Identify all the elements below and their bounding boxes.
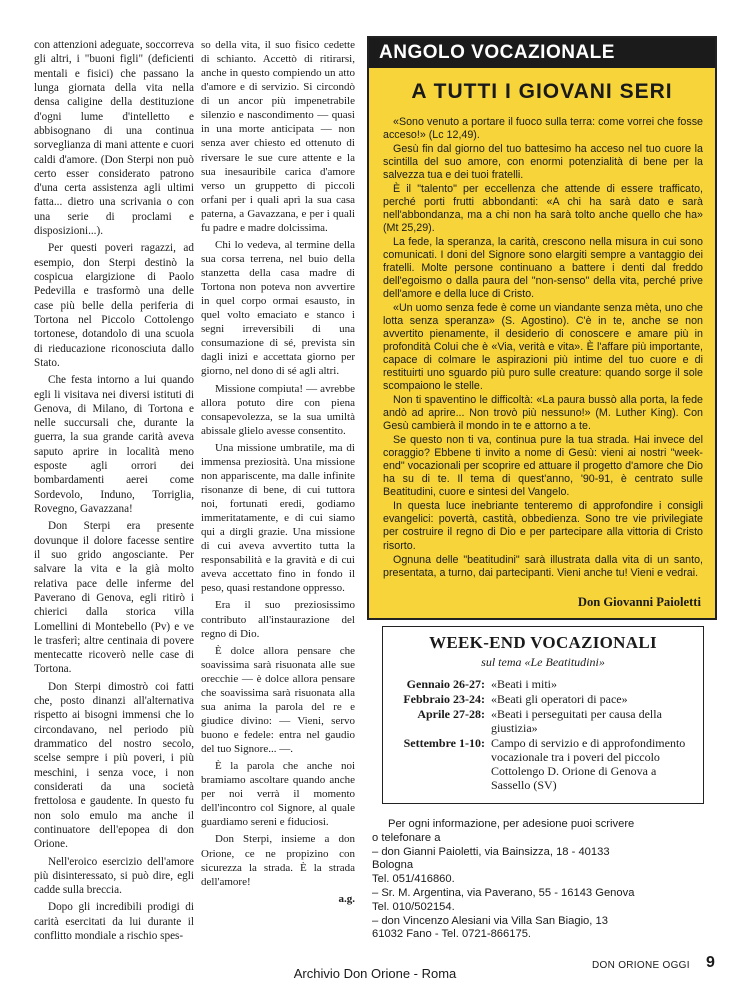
contact-3-line-1: – don Vincenzo Alesiani via Villa San Biagio, 13 <box>372 914 608 927</box>
weekend-theme: «Beati gli operatori di pace» <box>491 692 628 706</box>
weekend-theme: «Beati i miti» <box>491 677 557 691</box>
contact-1-line-3: Tel. 051/416860. <box>372 873 455 886</box>
angolo-signature: Don Giovanni Paioletti <box>577 595 701 609</box>
angolo-paragraph: È il "talento" per eccellenza che attende di essere trafficato, perché porti frutti abbondanti: «A chi ha sarà dato e sarà nell'abbondanza, ma a chi non ha sarà tolto anche quello che ha» (Mt 25,29). <box>383 183 703 235</box>
weekend-title: WEEK-END VOCAZIONALI <box>429 633 657 652</box>
weekend-date: Aprile 27-28: <box>417 707 485 721</box>
footer-magazine-name: DON ORIONE OGGI <box>592 960 690 971</box>
article-paragraph: Don Sterpi, insieme a don Orione, ce ne propizino con sicurezza la strada. È la strada dell'amore! <box>201 833 355 888</box>
weekend-date: Settembre 1-10: <box>403 736 485 750</box>
article-paragraph: Nell'eroico esercizio dell'amore più disinteressato, si può dire, egli cadde sulla breccia. <box>34 855 194 897</box>
angolo-header: ANGOLO VOCAZIONALE <box>369 38 715 68</box>
contact-3-line-2: 61032 Fano - Tel. 0721-866175. <box>372 928 532 941</box>
article-column-2 <box>201 38 355 909</box>
info-intro-1: Per ogni informazione, per adesione puoi scrivere <box>388 818 635 830</box>
contact-info <box>372 818 702 942</box>
article-paragraph: Don Sterpi era presente dovunque il dolore facesse sentire il suo grido angosciante. Per salvare la vita e la già molto relativa pace delle inferme del Paverano di Genova, egli ritirò i chierici dalla storica villa Lomellini di Montebello (Pv) e ve le trasferì; altre centinaia di povere mentecatte ricoverò nelle case di Tortona. <box>34 520 194 676</box>
weekend-row <box>393 692 693 706</box>
article-paragraph: so della vita, il suo fisico cedette di schianto. Accettò di ritirarsi, anche in questo compiendo un atto d'amore e di servizio. Si circondò di un ancor più impenetrabile silenzio e nascondimento — quasi in una morte anticipata — non senza aver chiesto ed ottenuto di riversare le sue cure attente e la sua inesauribile carica d'amore verso un gruppetto di piccoli orfani per i quali aprì la sua casa paterna, a Gavazzana, e per i quali fu padre e madre dolcissima. <box>201 39 355 234</box>
angolo-paragraph: Ognuna delle "beatitudini" sarà illustrata dalla vita di un santo, presentata, a turno, dai partecipanti. Vieni anche tu! Vieni e vedrai. <box>383 553 703 579</box>
weekend-row <box>393 707 693 735</box>
contact-2-line-2: Tel. 010/502154. <box>372 900 455 913</box>
article-paragraph: Don Sterpi dimostrò coi fatti che, posto dinanzi all'alternativa rispetto ai bisogni immensi che lo circondavano, nel periodo più drammatico del nostro secolo, scelse sempre i più poveri, i più meschini, i senza voce, i non considerati da una società frettolosa e gaudente. In questo fu non solo emulo ma anche il continuatore dell'epopea di don Orione. <box>34 680 194 851</box>
angolo-vocazionale-box <box>367 36 717 620</box>
footer-page-number: 9 <box>706 954 715 971</box>
article-paragraph: con attenzioni adeguate, soccorreva gli altri, i "buoni figli" (deficienti mentali e fisici) che passano la lunga giornata della vita nella densa caligine della destituzione d'ogni lume d'intelletto e abbisognano di una continua sorveglianza di mani attente e cuori caldi d'amore. (Don Sterpi non può certo esser considerato patrono d'una certa assistenza agli ultimi fatta... dietro una scrivania o con una serie di proclami e disposizioni...). <box>34 39 194 238</box>
contact-1-line-1: – don Gianni Paioletti, via Bainsizza, 18 - 40133 <box>372 845 610 858</box>
article-paragraph: Per questi poveri ragazzi, ad esempio, don Sterpi destinò la cospicua elargizione di Paolo Pedevilla e trasformò una delle case più belle della periferia di Tortona nel Piccolo Cottolengo tortonese, dotandolo di una scuola di rieducazione riconosciuta dallo Stato. <box>34 242 194 369</box>
article-paragraph: Chi lo vedeva, al termine della sua corsa terrena, nel buio della stanzetta della casa madre di Tortona non poteva non avvertire in quel corpo ormai esausto, in quel volto emaciato e stanco i segni irreversibili di una consumazione di sé, prevista sin dagli inizi e accettata giorno per giorno, nel dono di sé agli altri. <box>201 238 355 378</box>
weekend-theme: «Beati i perseguitati per causa della giustizia» <box>491 707 662 735</box>
angolo-paragraph: «Un uomo senza fede è come un viandante senza mèta, uno che lotta senza speranza» (S. Agostino). C'è in te, anche se non avvertito pienamente, il desiderio di conoscere e amare più in profondità Colui che è «Via, verità e vita». È l'affare più importante, capace di colmare le aspirazioni più intime del tuo cuore e di restituirti uno sguardo più puro sulle creature: quando sorge il sole scompaiono le stelle. <box>383 302 703 393</box>
article-paragraph: Missione compiuta! — avrebbe allora potuto dire con piena consapevolezza, se la sua umiltà abissale glielo avesse consentito. <box>201 382 355 437</box>
article-column-1 <box>34 38 194 946</box>
weekend-row <box>393 677 693 691</box>
article-paragraph: È dolce allora pensare che soavissima sarà risuonata alle sue orecchie — è dolce allora pensare che soavissima sarà risuonata alla sua anima la parola del re e giudice divino: — Vieni, servo buono e fedele: entra nel gaudio del tuo Signore... —. <box>201 644 355 756</box>
contact-2-line-1: – Sr. M. Argentina, via Paverano, 55 - 16143 Genova <box>372 886 635 899</box>
angolo-paragraph: Non ti spaventino le difficoltà: «La paura bussò alla porta, la fede andò ad aprire... Non trovò più nessuno!» (M. Luther King). Con Gesù cambierà il mondo in te e attorno a te. <box>383 394 703 433</box>
angolo-paragraph: La fede, la speranza, la carità, crescono nella misura in cui sono comunicati. I doni del Signore sono elargiti sempre a vantaggio dei fratelli. Molte persone continuano a battere i denti dal freddo dell'egoismo o dalla paura del "non-senso" della vita, perché prive dell'amore e della luce di Cristo. <box>383 236 703 301</box>
angolo-title: A TUTTI I GIOVANI SERI <box>411 80 673 103</box>
angolo-paragraph: Se questo non ti va, continua pure la tua strada. Hai invece del coraggio? Ebbene ti invito a nome di Gesù: vieni ai nostri "week-end" vocazionali per scoprire ed attuare il progetto d'amore che Dio ha su di te. Il tema di quest'anno, '90-91, è centrato sulle Beatitudini, cuore e sintesi del Vangelo. <box>383 434 703 499</box>
info-intro-2: o telefonare a <box>372 831 441 844</box>
angolo-paragraph: Gesù fin dal giorno del tuo battesimo ha acceso nel tuo cuore la scintilla del suo amore, con enormi potenzialità di bene per la salvezza tua e dei tuoi fratelli. <box>383 143 703 182</box>
footer-archive-label: Archivio Don Orione - Roma <box>293 966 457 981</box>
angolo-paragraph: «Sono venuto a portare il fuoco sulla terra: come vorrei che fosse acceso!» (Lc 12,49). <box>383 116 703 142</box>
weekend-box <box>382 626 704 804</box>
article-paragraph: Una missione umbratile, ma di immensa preziosità. Una missione non appariscente, ma dalle infinite risonanze di bene, di cui tuttora noi, fortunati eredi, godiamo immeritatamente, e di cui siamo qui a dirgli grazie. Una missione di cui aveva avvertito tutta la responsabilità e la gravità e di cui aveva accettato fino in fondo il peso, quasi restandone oppresso. <box>201 441 355 595</box>
weekend-date: Febbraio 23-24: <box>403 692 485 706</box>
angolo-body <box>383 116 703 581</box>
article-signature: a.g. <box>338 892 355 905</box>
angolo-paragraph: In questa luce inebriante tenteremo di approfondire i consigli evangelici: povertà, castità, obbedienza. Sono tre vie privilegiate per costruire il regno di Dio e per partecipare alla vittoria di Cristo risorto. <box>383 500 703 552</box>
weekend-theme: Campo di servizio e di approfondimento vocazionale tra i poveri del piccolo Cottolengo D. Orione di Genova a Sassello (SV) <box>491 736 686 792</box>
article-paragraph: Era il suo preziosissimo contributo all'instaurazione del regno di Dio. <box>201 599 355 640</box>
contact-1-line-2: Bologna <box>372 859 414 872</box>
weekend-date: Gennaio 26-27: <box>406 677 485 691</box>
article-paragraph: Dopo gli incredibili prodigi di carità esercitati da lui durante il conflitto mondiale a rischio spes- <box>34 901 194 943</box>
article-paragraph: È la parola che anche noi bramiamo ascoltare quando anche per noi verrà il momento dell'incontro col Signore, al quale guardiamo sereni e fiduciosi. <box>201 760 355 829</box>
weekend-list <box>393 677 693 793</box>
weekend-subtitle: sul tema «Le Beatitudini» <box>481 655 605 669</box>
weekend-row <box>393 736 693 792</box>
article-paragraph: Che festa intorno a lui quando egli li visitava nei diversi istituti di Genova, di Milano, di Tortona e nelle succursali che, durante la guerra, la sua grande carità aveva saputo aprire in località meno esposte agli orrori dei bombardamenti aerei come Sordevolo, Induno, Torriglia, Rovegno, Gavazzana! <box>34 374 194 515</box>
